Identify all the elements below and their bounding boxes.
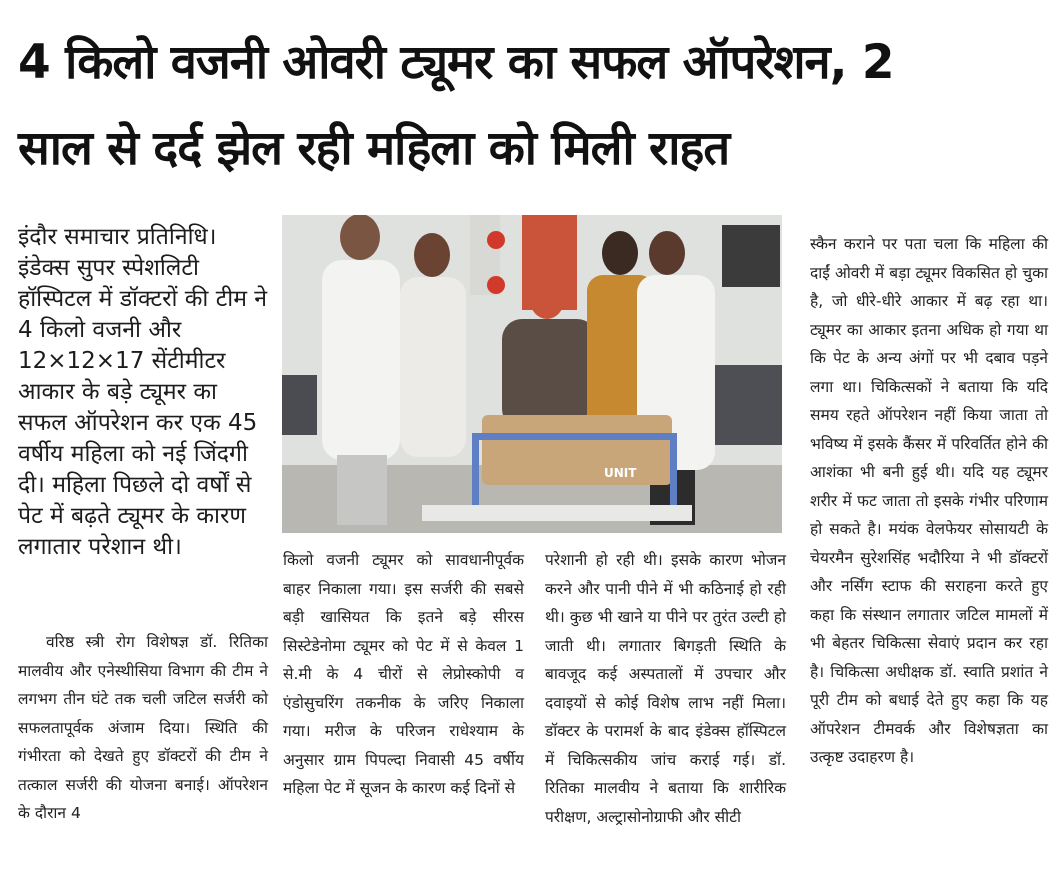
article-column-1 xyxy=(18,628,268,828)
headline-line-1: 4 किलो वजनी ओवरी ट्यूमर का सफल ऑपरेशन, 2 xyxy=(18,35,894,90)
column-1-text: वरिष्ठ स्त्री रोग विशेषज्ञ डॉ. रितिका मालवीय और एनेस्थीसिया विभाग की टीम ने लगभग तीन घंटे तक चली जटिल सर्जरी को सफलतापूर्वक अंजाम दिया। स्थिति की गंभीरता को देखते हुए डॉक्टरों की टीम ने तत्काल सर्जरी की योजना बनाई। ऑपरेशन के दौरान 4 xyxy=(18,633,268,822)
headline-line-2: साल से दर्द झेल रही महिला को मिली राहत xyxy=(18,121,730,176)
blanket-print: UNIT xyxy=(604,466,637,480)
photo-illustration xyxy=(282,215,782,533)
column-2-text: किलो वजनी ट्यूमर को सावधानीपूर्वक बाहर निकाला गया। इस सर्जरी की सबसे बड़ी खासियत कि इतने बड़े सीरस सिस्टेडेनोमा ट्यूमर को पेट में से केवल 1 से.मी के 4 चीरों से लेप्रोस्कोपी व एंडोसुचरिंग तकनीक के जरिए निकाला गया। मरीज के परिजन राधेश्याम के अनुसार ग्राम पिपल्दा निवासी 45 वर्षीय महिला पेट में सूजन के कारण कई दिनों से xyxy=(283,551,524,797)
column-3-text: परेशानी हो रही थी। इसके कारण भोजन करने और पानी पीने में भी कठिनाई हो रही थी। कुछ भी खाने या पीने पर तुरंत उल्टी हो जाती थी। लगातार बिगड़ती स्थिति के बावजूद कई अस्पतालों में उपचार और दवाइयों से कोई विशेष लाभ नहीं मिला। डॉक्टर के परामर्श के बाद इंडेक्स हॉस्पिटल में चिकित्सकीय जांच कराई गई। डॉ. रितिका मालवीय ने बताया कि शारीरिक परीक्षण, अल्ट्रासोनोग्राफी और सीटी xyxy=(545,551,786,826)
column-4-text: स्कैन कराने पर पता चला कि महिला की दाईं ओवरी में बड़ा ट्यूमर विकसित हो चुका है, जो धीरे-धीरे आकार में बढ़ रहा था। ट्यूमर का आकार इतना अधिक हो गया था कि पेट के अन्य अंगों पर भी दबाव पड़ने लगा था। चिकित्सकों ने बताया कि यदि समय रहते ऑपरेशन नहीं किया जाता तो भविष्य में इसके कैंसर में परिवर्तित होने की आशंका भी बनी हुई थी। यदि यह ट्यूमर शरीर में फट जाता तो इसके गंभीर परिणाम हो सकते है। मयंक वेलफेयर सोसायटी के चेयरमैन सुरेशसिंह भदौरिया ने भी डॉक्टरों और नर्सिंग स्टाफ की सराहना करते हुए कहा कि संस्थान लगातार जटिल मामलों में भी बेहतर चिकित्सा सेवाएं प्रदान कर रहा है। चिकित्सा अधीक्षक डॉ. स्वाति प्रशांत ने पूरी टीम को बधाई देते हुए कहा कि यह ऑपरेशन टीमवर्क और विशेषज्ञता का उत्कृष्ट उदाहरण है। xyxy=(810,235,1048,766)
lead-paragraph xyxy=(18,222,268,563)
headline xyxy=(18,20,1048,192)
article-column-4 xyxy=(810,230,1048,772)
lead-text: इंदौर समाचार प्रतिनिधि। इंडेक्स सुपर स्पेशलिटी हॉस्पिटल में डॉक्टरों की टीम ने 4 किलो वजनी और 12×12×17 सेंटीमीटर आकार के बड़े ट्यूमर का सफल ऑपरेशन कर एक 45 वर्षीय महिला को नई जिंदगी दी। महिला पिछले दो वर्षों से पेट में बढ़ते ट्यूमर के कारण लगातार परेशान थी। xyxy=(18,224,268,560)
article-column-3 xyxy=(545,546,786,831)
article-column-2 xyxy=(283,546,524,803)
news-photo xyxy=(282,215,782,533)
